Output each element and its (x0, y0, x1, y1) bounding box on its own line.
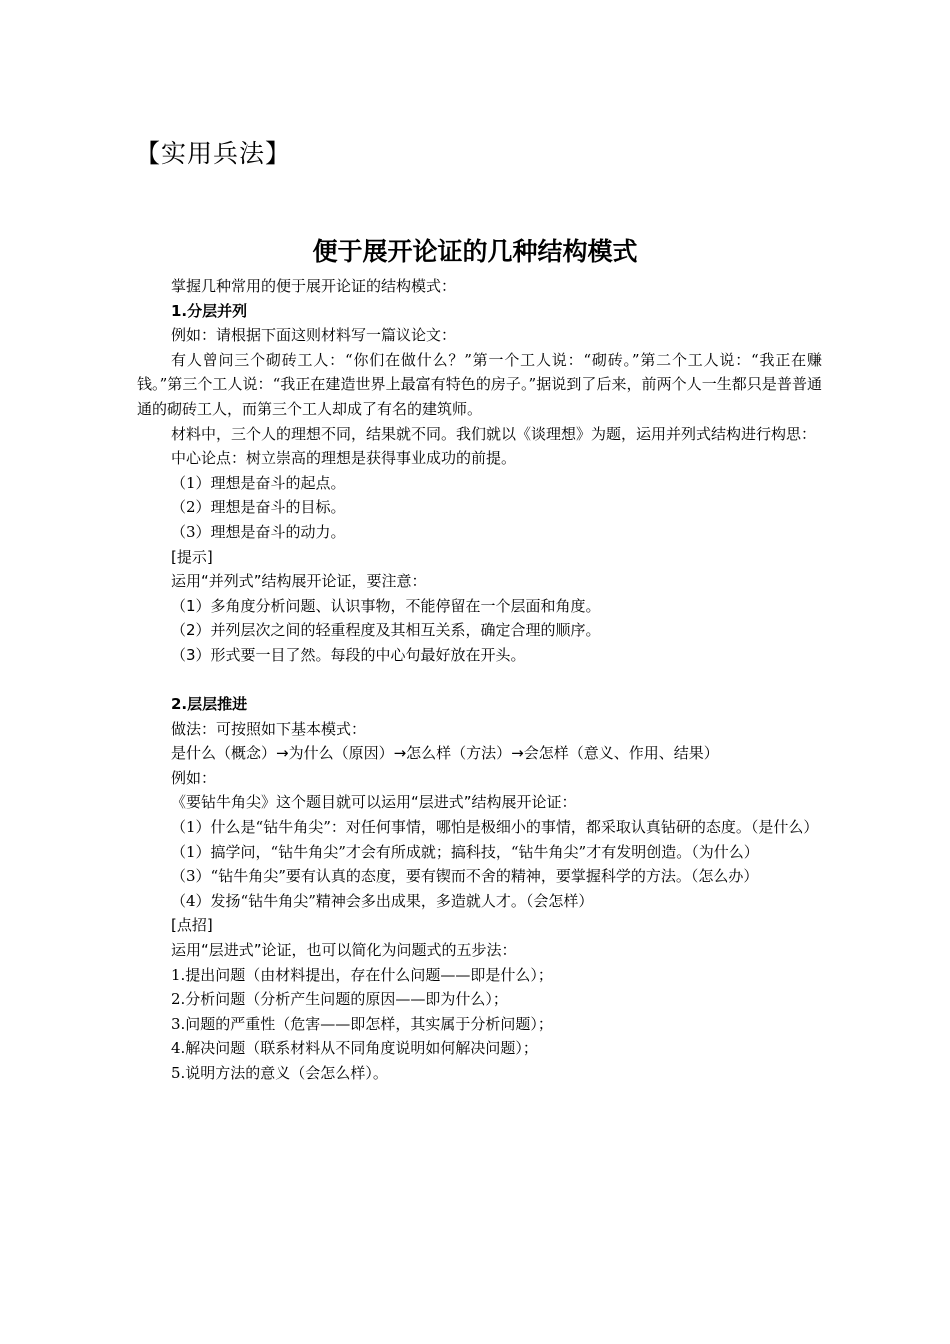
document-body (137, 274, 822, 1086)
point-item: （2）理想是奋斗的目标。 (171, 498, 346, 517)
step-item: （4）发扬“钻牛角尖”精神会多出成果，多造就人才。（会怎样） (171, 891, 594, 910)
pattern-line: 是什么（概念）→为什么（原因）→怎么样（方法）→会怎样（意义、作用、结果） (171, 744, 719, 763)
tip-item: （3）形式要一目了然。每段的中心句最好放在开头。 (171, 645, 526, 664)
tip-intro: 运用“并列式”结构展开论证，要注意： (171, 572, 427, 591)
page-title: 便于展开论证的几种结构模式 (312, 237, 638, 266)
point-item: （3）理想是奋斗的动力。 (171, 522, 346, 541)
step-item: （1）搞学问，“钻牛角尖”才会有所成就；搞科技，“钻牛角尖”才有发明创造。（为什么） (171, 842, 759, 861)
tip-item: （2）并列层次之间的轻重程度及其相互关系，确定合理的顺序。 (171, 621, 601, 640)
section-2-heading: 2.层层推进 (171, 695, 248, 714)
five-step-item: 2.分析问题（分析产生问题的原因——即为什么）； (171, 990, 508, 1009)
section-1-heading: 1.分层并列 (171, 301, 248, 320)
method-line: 做法：可按照如下基本模式： (171, 719, 367, 738)
analysis-paragraph: 材料中，三个人的理想不同，结果就不同。我们就以《谈理想》为题，运用并列式结构进行构思： (171, 424, 817, 443)
five-step-item: 5.说明方法的意义（会怎么样）。 (171, 1064, 388, 1082)
tip-label: [提示] (171, 547, 213, 566)
example-prompt: 例如：请根据下面这则材料写一篇议论文： (171, 326, 457, 345)
step-item: （3）“钻牛角尖”要有认真的态度，要有锲而不舍的精神，要掌握科学的方法。（怎么办） (171, 867, 759, 886)
step-item: （1）什么是“钻牛角尖”：对任何事情，哪怕是极细小的事情，都采取认真钻研的态度。（是什么） (171, 818, 819, 837)
tip-intro: 运用“层进式”论证，也可以简化为问题式的五步法： (171, 941, 517, 960)
tip-item: （1）多角度分析问题、认识事物，不能停留在一个层面和角度。 (171, 596, 601, 615)
five-step-item: 1.提出问题（由材料提出，存在什么问题——即是什么）； (171, 965, 553, 984)
story-paragraph: 有人曾问三个砌砖工人：“你们在做什么？”第一个工人说：“砌砖。”第二个工人说：“我正在赚钱。”第三个工人说：“我正在建造世界上最富有特色的房子。”据说到了后来，前两个人一生都只是普普通通的砌砖工人，而第三个工人却成了有名的建筑师。 (137, 350, 822, 418)
tip-label: [点招] (171, 916, 213, 935)
five-step-item: 3.问题的严重性（危害——即怎样，其实属于分析问题）； (171, 1014, 553, 1033)
thesis-line: 中心论点：树立崇高的理想是获得事业成功的前提。 (171, 449, 517, 468)
intro-paragraph: 掌握几种常用的便于展开论证的结构模式： (171, 277, 457, 295)
point-item: （1）理想是奋斗的起点。 (171, 473, 346, 492)
five-step-item: 4.解决问题（联系材料从不同角度说明如何解决问题）； (171, 1039, 538, 1058)
example-intro: 《要钻牛角尖》这个题目就可以运用“层进式”结构展开论证： (171, 793, 577, 812)
example-label: 例如： (171, 768, 217, 787)
section-tag: 【实用兵法】 (135, 139, 292, 168)
section-gap (137, 668, 822, 693)
